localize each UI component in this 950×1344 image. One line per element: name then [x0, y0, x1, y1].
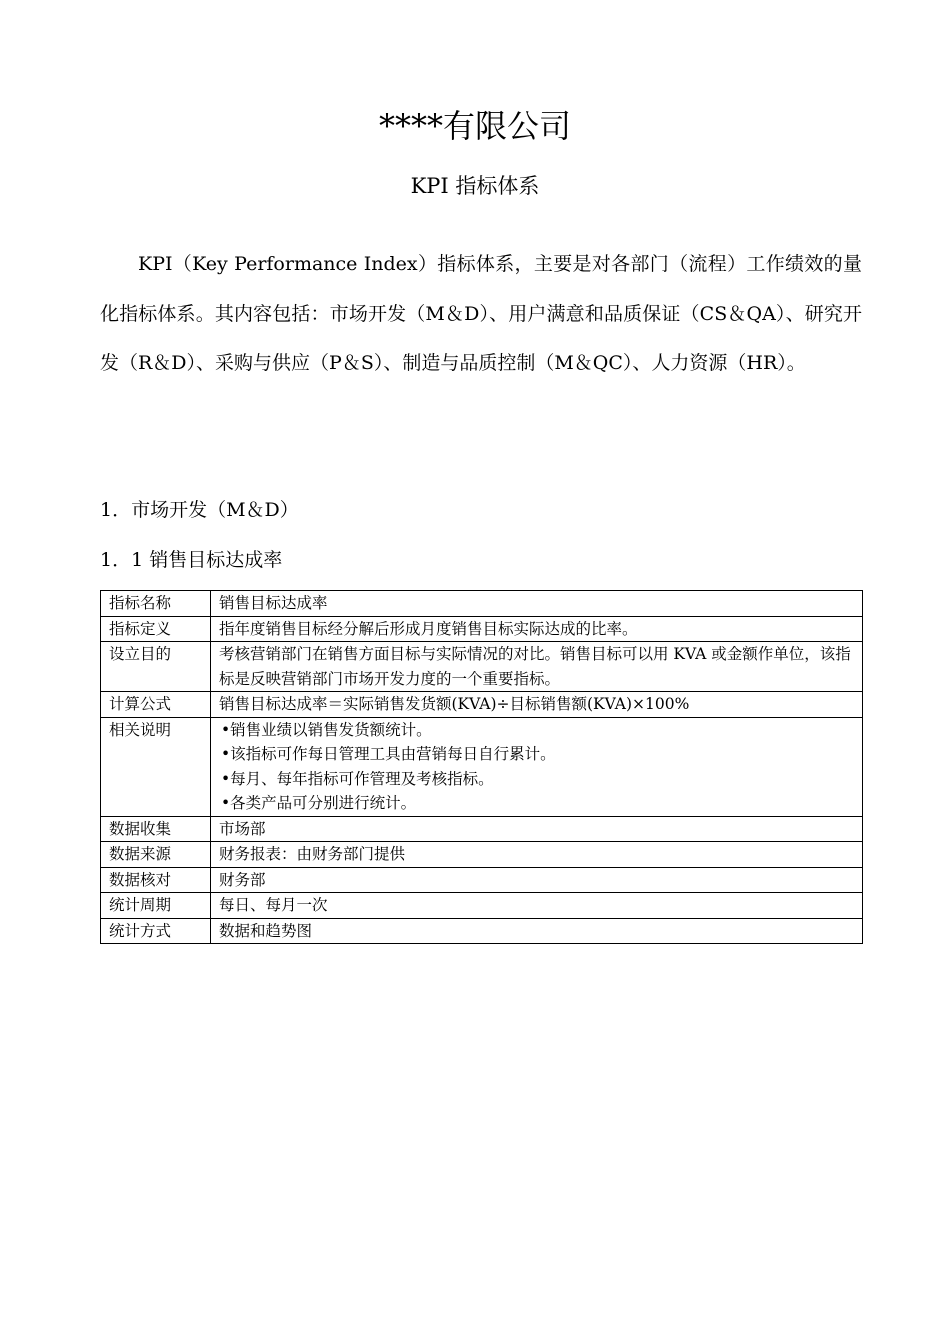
row-label: 统计周期 [101, 893, 211, 919]
row-label: 数据核对 [101, 867, 211, 893]
intro-paragraph: KPI（Key Performance Index）指标体系，主要是对各部门（流程）工作绩效的量化指标体系。其内容包括：市场开发（M＆D）、用户满意和品质保证（CS＆QA）、研究开发（R＆D）、采购与供应（P＆S）、制造与品质控制（M＆QC）、人力资源（HR）。 [100, 253, 862, 374]
row-value: 指年度销售目标经分解后形成月度销售目标实际达成的比率。 [211, 616, 863, 642]
bullet-item: •每月、每年指标可作管理及考核指标。 [221, 769, 494, 788]
row-label: 相关说明 [101, 717, 211, 816]
row-label: 设立目的 [101, 642, 211, 692]
row-label: 数据来源 [101, 842, 211, 868]
kpi-table [100, 590, 863, 944]
company-title: ****有限公司 [378, 107, 571, 145]
subsection-heading: 1．1 销售目标达成率 [100, 549, 283, 571]
row-value: 考核营销部门在销售方面目标与实际情况的对比。销售目标可以用 KVA 或金额作单位，该指标是反映营销部门市场开发力度的一个重要指标。 [211, 642, 863, 692]
table-row [101, 591, 863, 617]
row-value: 市场部 [211, 816, 863, 842]
table-row [101, 616, 863, 642]
table-row [101, 816, 863, 842]
row-value: 财务报表：由财务部门提供 [211, 842, 863, 868]
table-row [101, 867, 863, 893]
row-label: 计算公式 [101, 692, 211, 718]
document-subtitle: KPI 指标体系 [410, 174, 540, 198]
row-value: 每日、每月一次 [211, 893, 863, 919]
table-row [101, 918, 863, 944]
row-value: 销售目标达成率 [211, 591, 863, 617]
row-label: 指标定义 [101, 616, 211, 642]
row-value-bullets [211, 717, 863, 816]
row-label: 数据收集 [101, 816, 211, 842]
table-row [101, 893, 863, 919]
table-row [101, 842, 863, 868]
row-value: 销售目标达成率＝实际销售发货额(KVA)÷目标销售额(KVA)×100% [211, 692, 863, 718]
table-row [101, 642, 863, 692]
row-label: 指标名称 [101, 591, 211, 617]
table-row [101, 692, 863, 718]
bullet-item: •销售业绩以销售发货额统计。 [221, 720, 432, 739]
row-label: 统计方式 [101, 918, 211, 944]
row-value: 财务部 [211, 867, 863, 893]
bullet-item: •该指标可作每日管理工具由营销每日自行累计。 [221, 745, 556, 763]
section-heading: 1．市场开发（M＆D） [100, 499, 299, 521]
bullet-item: •各类产品可分别进行统计。 [221, 794, 417, 812]
table-row [101, 717, 863, 816]
row-value: 数据和趋势图 [211, 918, 863, 944]
